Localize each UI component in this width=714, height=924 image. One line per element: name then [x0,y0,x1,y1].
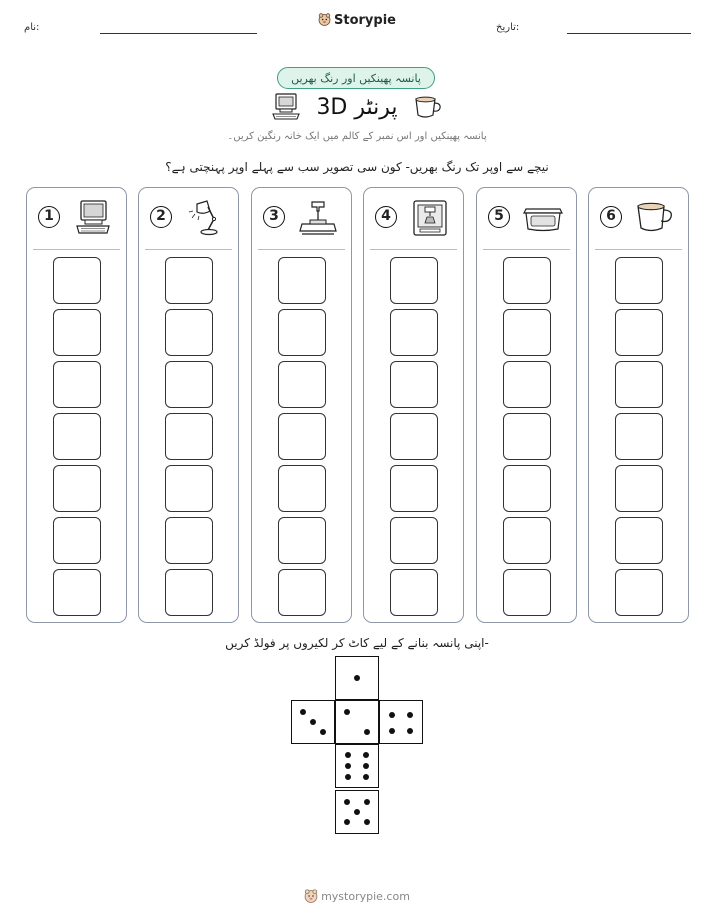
date-line[interactable] [567,33,691,34]
pip [364,819,370,825]
column-1 [26,187,127,623]
color-box[interactable] [53,257,101,304]
color-box[interactable] [503,413,551,460]
name-line[interactable] [100,33,257,34]
food-container-icon [521,198,565,238]
color-box[interactable] [390,465,438,512]
column-5 [476,187,577,623]
color-box[interactable] [165,309,213,356]
dice-face-six [335,744,379,788]
color-box[interactable] [53,569,101,616]
pip [407,712,413,718]
color-box[interactable] [615,361,663,408]
color-box[interactable] [390,361,438,408]
color-box[interactable] [278,309,326,356]
instruction-text: نیچے سے اوپر تک رنگ بھریں- کون سی تصویر سب سے پہلے اوپر پہنچتی ہے؟ [165,160,549,174]
color-box[interactable] [165,257,213,304]
pip [389,728,395,734]
column-3 [251,187,352,623]
column-number: 6 [600,206,622,228]
color-box[interactable] [53,413,101,460]
color-box[interactable] [615,465,663,512]
color-box[interactable] [390,569,438,616]
color-box[interactable] [165,465,213,512]
pip [344,819,350,825]
color-box[interactable] [503,517,551,564]
dice-face-four [379,700,423,744]
cup-icon [413,95,443,121]
pip [344,799,350,805]
color-box[interactable] [615,257,663,304]
column-number: 2 [150,206,172,228]
color-box[interactable] [615,413,663,460]
column-separator [33,249,120,250]
color-box[interactable] [53,465,101,512]
cup-icon [633,198,677,238]
3d-printer-icon [408,198,452,238]
color-box[interactable] [615,517,663,564]
computer-icon [71,198,115,238]
pip [363,763,369,769]
color-box[interactable] [165,413,213,460]
footer [0,889,714,903]
pip [345,752,351,758]
pip [354,809,360,815]
column-number: 1 [38,206,60,228]
color-box[interactable] [503,257,551,304]
pip [363,774,369,780]
color-box[interactable] [278,413,326,460]
pip [345,774,351,780]
color-box[interactable] [503,361,551,408]
color-box[interactable] [165,361,213,408]
pip [389,712,395,718]
pip [364,799,370,805]
color-box[interactable] [278,465,326,512]
pip [407,728,413,734]
color-box[interactable] [615,569,663,616]
pip [364,729,370,735]
color-box[interactable] [503,309,551,356]
pip [354,675,360,681]
column-separator [145,249,232,250]
color-box[interactable] [165,517,213,564]
pip [310,719,316,725]
brand-logo [0,13,714,28]
pip [320,729,326,735]
storypie-logo-icon [304,889,318,903]
column-4 [363,187,464,623]
scanner-icon [296,198,340,238]
fold-instruction: اپنی پانسہ بنانے کے لیے کاٹ کر لکیروں پر فولڈ کریں- [225,636,489,650]
color-box[interactable] [615,309,663,356]
column-number: 4 [375,206,397,228]
column-separator [483,249,570,250]
column-separator [370,249,457,250]
page-title: 3D پرنٹر [316,95,398,120]
dice-face-five [335,790,379,834]
color-box[interactable] [278,361,326,408]
dice-face-two [335,700,379,744]
pip [344,709,350,715]
activity-badge: پانسہ پھینکیں اور رنگ بھریں [277,67,435,89]
date-label: تاریخ: [496,22,520,33]
color-box[interactable] [165,569,213,616]
color-box[interactable] [53,361,101,408]
color-box[interactable] [390,309,438,356]
storypie-logo-icon [318,13,331,26]
footer-url[interactable]: mystorypie.com [321,890,410,903]
column-separator [258,249,345,250]
column-number: 5 [488,206,510,228]
pip [300,709,306,715]
column-6 [588,187,689,623]
column-separator [595,249,682,250]
name-label: نام: [24,22,40,33]
color-box[interactable] [278,569,326,616]
color-box[interactable] [278,257,326,304]
color-box[interactable] [503,569,551,616]
pip [363,752,369,758]
brand-name: Storypie [334,13,396,28]
column-number: 3 [263,206,285,228]
desk-lamp-icon [183,198,227,238]
color-box[interactable] [53,309,101,356]
pip [345,763,351,769]
color-box[interactable] [390,257,438,304]
color-box[interactable] [278,517,326,564]
color-box[interactable] [503,465,551,512]
dice-face-one [335,656,379,700]
dice-face-three [291,700,335,744]
color-box[interactable] [390,517,438,564]
color-box[interactable] [390,413,438,460]
subtitle: پانسہ پھینکیں اور اس نمبر کے کالم میں ایک خانہ رنگین کریں۔ [227,131,487,142]
column-2 [138,187,239,623]
color-box[interactable] [53,517,101,564]
